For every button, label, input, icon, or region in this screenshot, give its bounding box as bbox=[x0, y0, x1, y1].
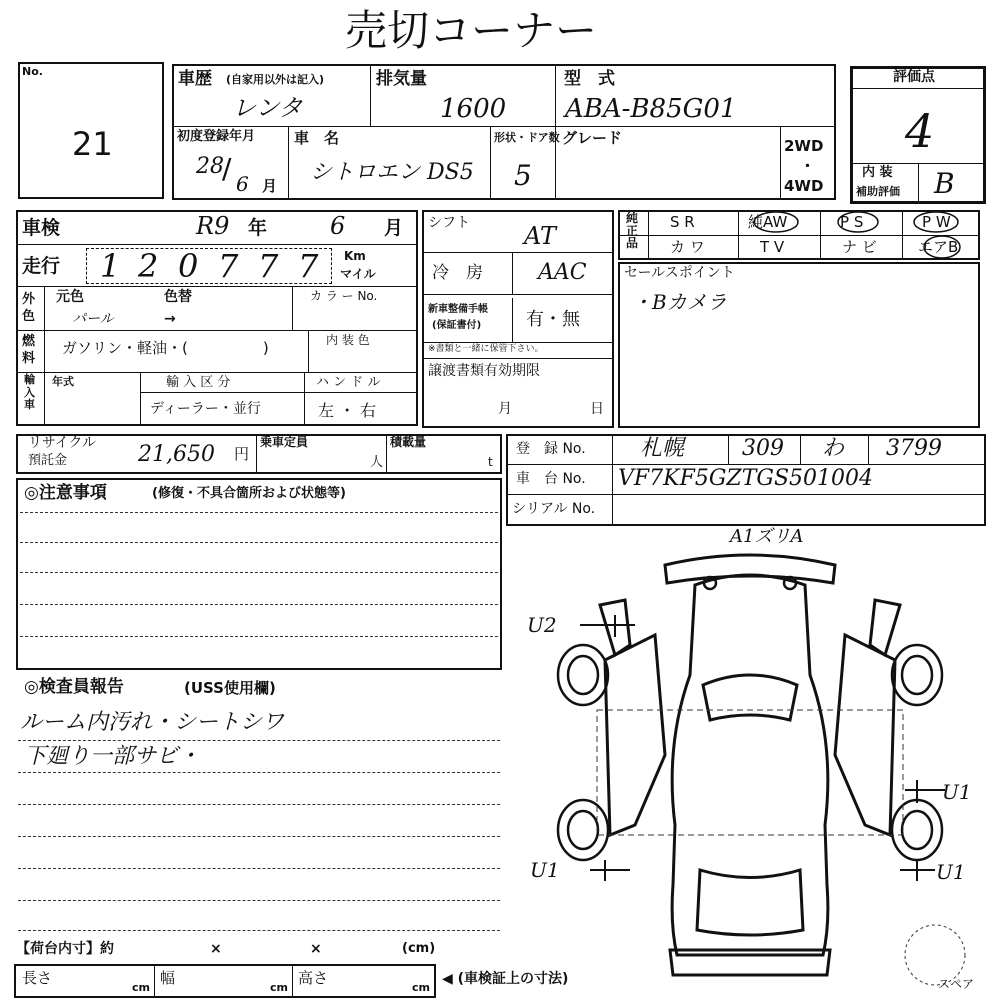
recycle-unit: 円 bbox=[234, 445, 250, 463]
interior-score-sub-label: 補助評価 bbox=[856, 185, 900, 198]
chassis-value: VF7KF5GZTGS501004 bbox=[618, 466, 874, 491]
mileage-label: 走行 bbox=[22, 255, 61, 277]
equipment-item: ナ ビ bbox=[842, 238, 877, 256]
dims-height-label: 高さ bbox=[298, 969, 329, 987]
import-class-value: ディーラー・並行 bbox=[150, 401, 261, 417]
mileage-unit-mile: マイル bbox=[340, 267, 376, 281]
inspection-month-unit: 月 bbox=[384, 217, 404, 239]
transfer-label: 譲渡書類有効期限 bbox=[428, 363, 540, 379]
score-value: 4 bbox=[905, 104, 935, 158]
car-condition-diagram bbox=[505, 525, 1000, 1000]
manual-note: ※書類と一緒に保管下さい。 bbox=[428, 344, 544, 354]
dims-length-unit: cm bbox=[132, 981, 150, 994]
manual-sub-label: (保証書付) bbox=[432, 320, 482, 331]
transfer-day-unit: 日 bbox=[590, 401, 604, 417]
displacement-value: 1600 bbox=[440, 94, 507, 124]
score-label: 評価点 bbox=[893, 69, 935, 85]
dims-width-unit: cm bbox=[270, 981, 288, 994]
car-name-label: 車 名 bbox=[294, 129, 340, 147]
registration-class: 309 bbox=[742, 436, 784, 461]
registration-label: 登 録 No. bbox=[516, 441, 586, 457]
equipment-item: T V bbox=[760, 238, 785, 256]
ac-label: 冷 房 bbox=[432, 263, 483, 283]
ac-value: AAC bbox=[538, 260, 587, 285]
cargo-label: 【荷台内寸】約 bbox=[16, 941, 114, 957]
drive-option-4wd: 4WD bbox=[784, 177, 824, 195]
recycle-value: 21,650 bbox=[138, 442, 215, 467]
dims-width-label: 幅 bbox=[160, 969, 176, 987]
inspector-report-line: ルーム内汚れ・シートシワ bbox=[20, 710, 285, 735]
doors-value: 5 bbox=[514, 159, 532, 192]
capacity-label: 乗車定員 bbox=[260, 435, 309, 449]
first-reg-label: 初度登録年月 bbox=[177, 129, 256, 144]
history-sub-label: (自家用以外は記入) bbox=[226, 73, 325, 86]
caution-sub-label: (修復・不具合箇所および状態等) bbox=[152, 486, 346, 501]
equipment-item: 純AW bbox=[748, 213, 788, 231]
color-side-label: 外色 bbox=[22, 292, 36, 324]
dims-length-label: 長さ bbox=[22, 969, 53, 987]
car-name-value: シトロエン DS5 bbox=[310, 160, 474, 185]
cargo-x1: × bbox=[210, 941, 222, 957]
mileage-digit: 0 bbox=[178, 247, 199, 285]
color-no-label: カ ラ ー No. bbox=[310, 289, 378, 303]
fuel-side-label: 燃料 bbox=[22, 334, 36, 366]
mileage-unit-km: Km bbox=[344, 249, 366, 263]
mileage-digit: 1 bbox=[100, 247, 121, 285]
import-side-label: 輸入車 bbox=[24, 373, 35, 412]
registration-kana: わ bbox=[822, 436, 845, 461]
recycle-label-2: 預託金 bbox=[28, 453, 68, 468]
interior-color-label: 内 装 色 bbox=[326, 333, 370, 347]
equipment-side-label: 純正品 bbox=[626, 211, 639, 251]
equipment-circle-marks bbox=[618, 205, 980, 263]
color-arrow: → bbox=[164, 311, 176, 327]
drive-separator: ・ bbox=[800, 157, 816, 175]
history-label: 車歴 bbox=[178, 69, 212, 89]
load-unit: t bbox=[488, 455, 493, 469]
diagram-mark-u1: U1 bbox=[530, 858, 560, 882]
shift-block bbox=[422, 210, 614, 428]
diagram-mark-u1: U1 bbox=[936, 860, 966, 884]
equipment-item: カ ワ bbox=[670, 238, 705, 256]
doors-label: 形状・ドア数 bbox=[494, 131, 560, 144]
inspection-month: 6 bbox=[330, 212, 346, 240]
inspection-label: 車検 bbox=[22, 217, 61, 239]
manual-value: 有・無 bbox=[526, 309, 580, 330]
grade-label: グレード bbox=[562, 129, 623, 147]
first-reg-month-unit: 月 bbox=[262, 177, 278, 195]
shift-label: シフト bbox=[428, 215, 470, 231]
mileage-digit: 7 bbox=[258, 247, 279, 285]
first-reg-year: 28 bbox=[196, 154, 224, 179]
handle-label: ハ ン ド ル bbox=[316, 375, 381, 390]
inspection-year-unit: 年 bbox=[248, 217, 268, 239]
model-code-value: ABA-B85G01 bbox=[565, 94, 737, 124]
equipment-item: エアB bbox=[918, 238, 959, 256]
cargo-x2: × bbox=[310, 941, 322, 957]
page-title: 売切コーナー bbox=[345, 6, 598, 55]
diagram-mark-u2: U2 bbox=[527, 613, 557, 637]
diagram-mark-u1: U1 bbox=[942, 780, 972, 804]
sales-point-box bbox=[618, 262, 980, 428]
model-code-label: 型 式 bbox=[564, 69, 615, 89]
shift-value: AT bbox=[524, 222, 557, 250]
lot-no-value: 21 bbox=[72, 125, 113, 163]
handle-value: 左 ・ 右 bbox=[318, 401, 377, 420]
first-reg-month: 6 bbox=[236, 172, 249, 196]
color-orig-label: 元色 bbox=[56, 289, 84, 305]
spare-label: スペア bbox=[938, 977, 975, 991]
diagram-mark-a1: A1ズリA bbox=[730, 526, 804, 547]
registration-number: 3799 bbox=[886, 436, 942, 461]
inspector-label: ◎検査員報告 bbox=[24, 677, 124, 697]
color-change-label: 色替 bbox=[164, 289, 192, 305]
registration-area: 札幌 bbox=[640, 436, 685, 461]
displacement-label: 排気量 bbox=[376, 69, 427, 89]
inspector-report-line: 下廻り一部サビ・ bbox=[24, 744, 201, 769]
import-year-label: 年式 bbox=[52, 375, 74, 388]
caution-box bbox=[16, 478, 502, 670]
interior-score-value: B bbox=[934, 167, 955, 200]
serial-label: シリアル No. bbox=[512, 501, 596, 517]
interior-score-label: 内 装 bbox=[862, 165, 893, 180]
color-value: パール bbox=[72, 311, 114, 327]
drive-option-2wd: 2WD bbox=[784, 137, 824, 155]
import-class-label: 輸 入 区 分 bbox=[166, 375, 231, 390]
dims-note: ◀ (車検証上の寸法) bbox=[442, 971, 569, 987]
capacity-unit: 人 bbox=[370, 455, 384, 470]
cargo-unit: (cm) bbox=[402, 941, 436, 956]
transfer-month-unit: 月 bbox=[498, 401, 512, 417]
lot-no-label: No. bbox=[22, 65, 43, 78]
history-value: レンタ bbox=[232, 94, 303, 122]
load-label: 積載量 bbox=[390, 435, 427, 449]
mileage-digit: 7 bbox=[218, 247, 239, 285]
recycle-label-1: リサイクル bbox=[28, 435, 97, 451]
sales-point-value: ・Bカメラ bbox=[632, 290, 727, 314]
sales-point-label: セールスポイント bbox=[624, 265, 735, 281]
equipment-item: S R bbox=[670, 213, 695, 231]
manual-label: 新車整備手帳 bbox=[428, 304, 488, 315]
mileage-digit: 7 bbox=[298, 247, 319, 285]
equipment-item: P S bbox=[840, 213, 864, 231]
mileage-digit: 2 bbox=[138, 247, 159, 285]
chassis-label: 車 台 No. bbox=[516, 471, 586, 487]
inspection-year: R9 bbox=[196, 212, 230, 240]
dims-row bbox=[14, 964, 436, 998]
fuel-value: ガソリン・軽油・( ) bbox=[62, 339, 269, 357]
caution-label: ◎注意事項 bbox=[24, 483, 107, 503]
inspector-sub-label: (USS使用欄) bbox=[184, 679, 276, 697]
equipment-item: P W bbox=[922, 213, 951, 231]
dims-height-unit: cm bbox=[412, 981, 430, 994]
